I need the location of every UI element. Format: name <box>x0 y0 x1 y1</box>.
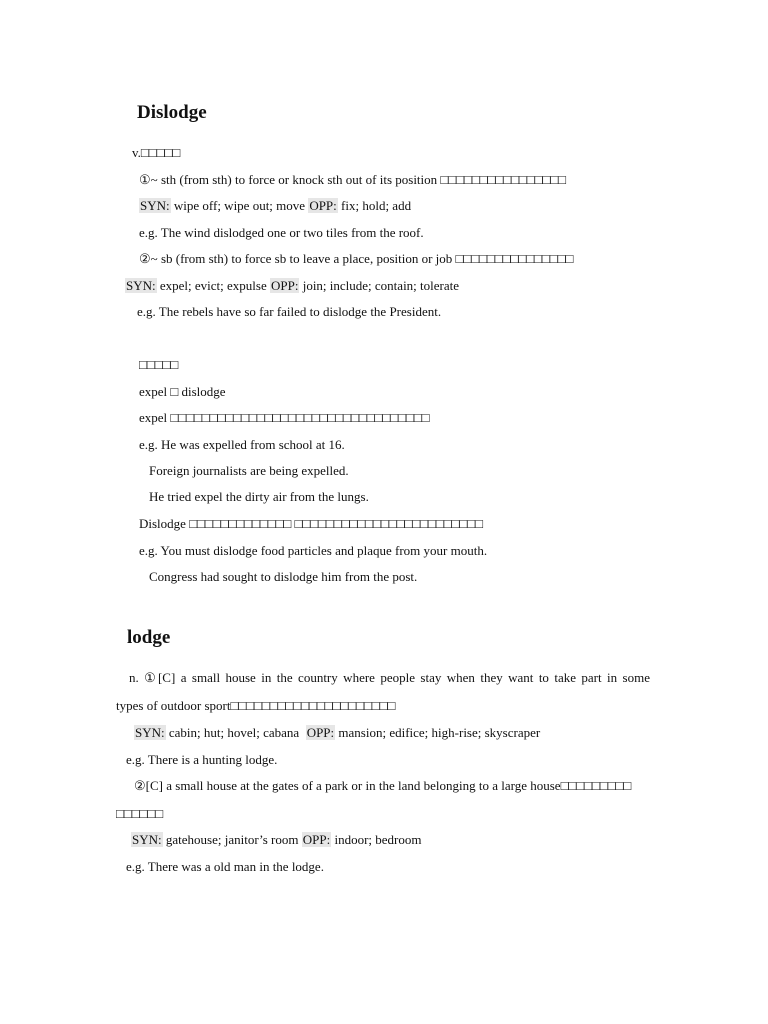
synonyms: wipe off; wipe out; move <box>170 198 309 213</box>
synonyms: gatehouse; janitor’s room <box>162 832 302 847</box>
sense-2-synonyms-antonyms <box>125 278 459 294</box>
sense-1-example: e.g. The wind dislodged one or two tiles from the roof. <box>139 225 424 240</box>
antonyms: join; include; contain; tolerate <box>299 278 460 293</box>
lodge-sense-2-definition: ②[C] a small house at the gates of a park or in the land belonging to a large house□□□□□□□□□ <box>134 778 632 793</box>
lodge-sense-2-synonyms-antonyms <box>131 832 421 848</box>
lodge-sense-1-example: e.g. There is a hunting lodge. <box>126 752 278 767</box>
lodge-sense-1-synonyms-antonyms <box>134 725 540 741</box>
synonyms: expel; evict; expulse <box>156 278 270 293</box>
entry-title-dislodge: Dislodge <box>137 102 207 123</box>
lodge-sense-1-definition-cont: types of outdoor sport□□□□□□□□□□□□□□□□□□□□□ <box>116 698 396 713</box>
compare-pair: expel □ dislodge <box>139 384 226 399</box>
syn-label: SYN: <box>132 832 162 847</box>
expel-example-2: Foreign journalists are being expelled. <box>149 463 349 478</box>
dislodge-example-1: e.g. You must dislodge food particles and plaque from your mouth. <box>139 543 488 558</box>
lodge-sense-2-example: e.g. There was a old man in the lodge. <box>126 859 324 874</box>
opp-label: OPP: <box>270 278 299 293</box>
syn-label: SYN: <box>140 198 170 213</box>
opp-label: OPP: <box>309 198 337 213</box>
opp-label: OPP: <box>306 725 335 740</box>
dislodge-note: Dislodge □□□□□□□□□□□□□ □□□□□□□□□□□□□□□□□□□□□□□□ <box>139 516 483 531</box>
entry-title-lodge: lodge <box>127 627 171 648</box>
expel-note: expel □□□□□□□□□□□□□□□□□□□□□□□□□□□□□□□□□ <box>139 410 430 425</box>
expel-example-3: He tried expel the dirty air from the lungs. <box>149 489 369 504</box>
part-of-speech: v.□□□□□ <box>132 145 181 160</box>
lodge-sense-1-definition: n. ①[C] a small house in the country where people stay when they want to take part in some <box>129 670 650 685</box>
syn-label: SYN: <box>126 278 156 293</box>
antonyms: fix; hold; add <box>337 198 412 213</box>
compare-heading: □□□□□ <box>139 357 179 372</box>
dislodge-example-2: Congress had sought to dislodge him from the post. <box>149 569 418 584</box>
syn-label: SYN: <box>135 725 165 740</box>
lodge-sense-2-definition-cont: □□□□□□ <box>116 806 164 821</box>
opp-label: OPP: <box>302 832 331 847</box>
antonyms: indoor; bedroom <box>331 832 422 847</box>
expel-example-1: e.g. He was expelled from school at 16. <box>139 437 345 452</box>
sense-2-definition: ②~ sb (from sth) to force sb to leave a place, position or job □□□□□□□□□□□□□□□ <box>139 251 574 266</box>
sense-1-synonyms-antonyms <box>139 198 411 214</box>
synonyms: cabin; hut; hovel; cabana <box>165 725 303 740</box>
sense-2-example: e.g. The rebels have so far failed to dislodge the President. <box>137 304 442 319</box>
antonyms: mansion; edifice; high-rise; skyscraper <box>335 725 541 740</box>
sense-1-definition: ①~ sth (from sth) to force or knock sth out of its position □□□□□□□□□□□□□□□□ <box>139 172 567 187</box>
